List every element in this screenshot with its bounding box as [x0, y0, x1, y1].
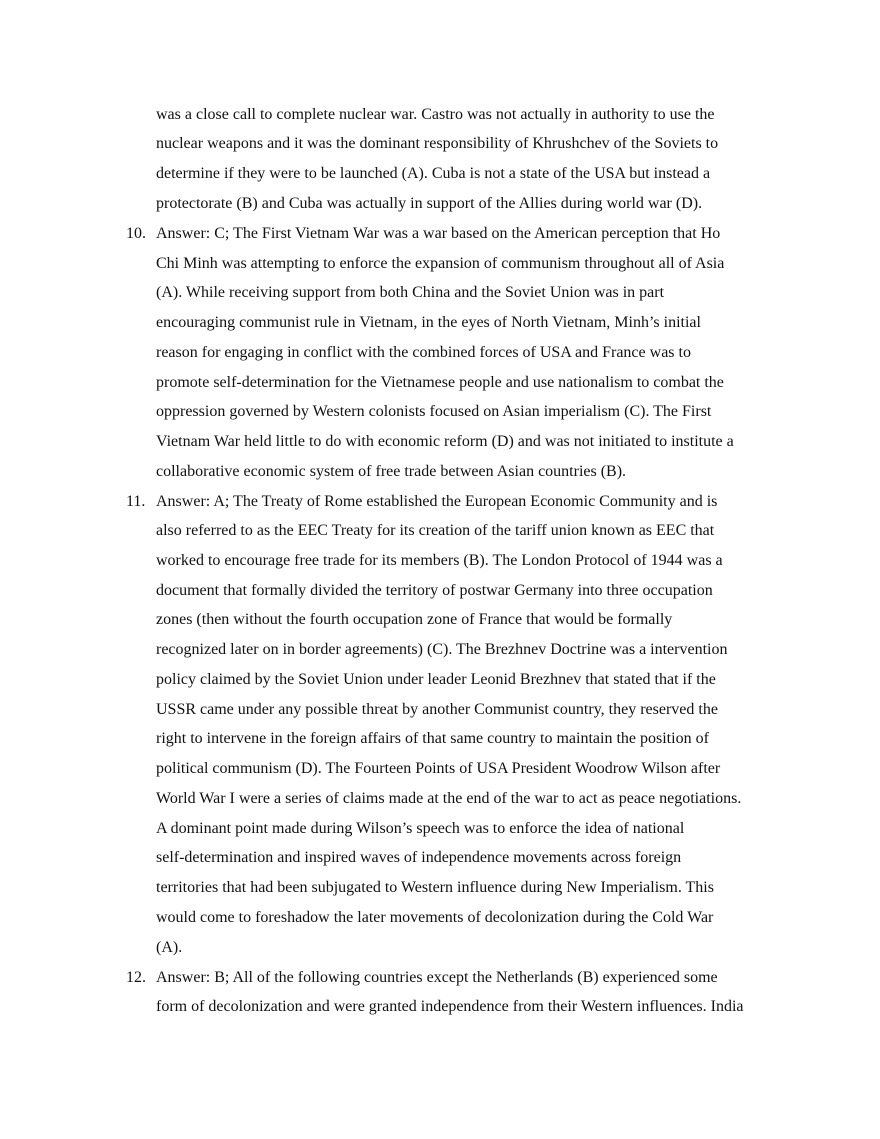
item-11-line: World War I were a series of claims made at the end of the war to act as peace negotiations.	[156, 790, 742, 807]
item-11-line: policy claimed by the Soviet Union under leader Leonid Brezhnev that stated that if the	[156, 671, 716, 688]
item-10-line: Vietnam War held little to do with economic reform (D) and was not initiated to institute a	[156, 433, 734, 450]
item-11-line: recognized later on in border agreements) (C). The Brezhnev Doctrine was a intervention	[156, 641, 728, 658]
item-10-line: oppression governed by Western colonists focused on Asian imperialism (C). The First	[156, 403, 712, 420]
item-11-line: would come to foreshadow the later movements of decolonization during the Cold War	[156, 909, 714, 926]
item-11-line: political communism (D). The Fourteen Points of USA President Woodrow Wilson after	[156, 760, 721, 777]
continuation-line: determine if they were to be launched (A). Cuba is not a state of the USA but instead a	[156, 165, 711, 182]
item-11-line: right to intervene in the foreign affairs of that same country to maintain the position of	[156, 730, 709, 747]
item-10-line: reason for engaging in conflict with the combined forces of USA and France was to	[156, 344, 691, 361]
item-11-line: USSR came under any possible threat by another Communist country, they reserved the	[156, 701, 718, 718]
item-11-line: Answer: A; The Treaty of Rome established the European Economic Community and is	[156, 493, 718, 510]
item-11-line: (A).	[156, 939, 183, 956]
item-12-line: Answer: B; All of the following countries except the Netherlands (B) experienced some	[156, 969, 718, 986]
continuation-line: was a close call to complete nuclear war. Castro was not actually in authority to use the	[156, 106, 715, 123]
item-11-line: territories that had been subjugated to Western influence during New Imperialism. This	[156, 879, 714, 896]
item-number-11: 11.	[126, 493, 146, 510]
item-12-line: form of decolonization and were granted independence from their Western influences. India	[156, 998, 744, 1015]
item-11-line: document that formally divided the territory of postwar Germany into three occupation	[156, 582, 713, 599]
item-10-line: encouraging communist rule in Vietnam, in the eyes of North Vietnam, Minh’s initial	[156, 314, 701, 331]
item-number-12: 12.	[126, 969, 146, 986]
item-11-line: zones (then without the fourth occupation zone of France that would be formally	[156, 611, 673, 628]
item-11-line: self-determination and inspired waves of independence movements across foreign	[156, 849, 682, 866]
continuation-line: protectorate (B) and Cuba was actually in support of the Allies during world war (D).	[156, 195, 703, 212]
item-10-line: collaborative economic system of free trade between Asian countries (B).	[156, 463, 627, 480]
item-11-line: A dominant point made during Wilson’s speech was to enforce the idea of national	[156, 820, 685, 837]
item-10-line: Answer: C; The First Vietnam War was a war based on the American perception that Ho	[156, 225, 721, 242]
item-10-line: (A). While receiving support from both China and the Soviet Union was in part	[156, 284, 665, 301]
item-number-10: 10.	[126, 225, 146, 242]
item-11-line: worked to encourage free trade for its members (B). The London Protocol of 1944 was a	[156, 552, 723, 569]
item-11-line: also referred to as the EEC Treaty for its creation of the tariff union known as EEC that	[156, 522, 715, 539]
item-10-line: promote self-determination for the Vietnamese people and use nationalism to combat the	[156, 374, 724, 391]
continuation-line: nuclear weapons and it was the dominant responsibility of Khrushchev of the Soviets to	[156, 135, 719, 152]
item-10-line: Chi Minh was attempting to enforce the expansion of communism throughout all of Asia	[156, 255, 725, 272]
